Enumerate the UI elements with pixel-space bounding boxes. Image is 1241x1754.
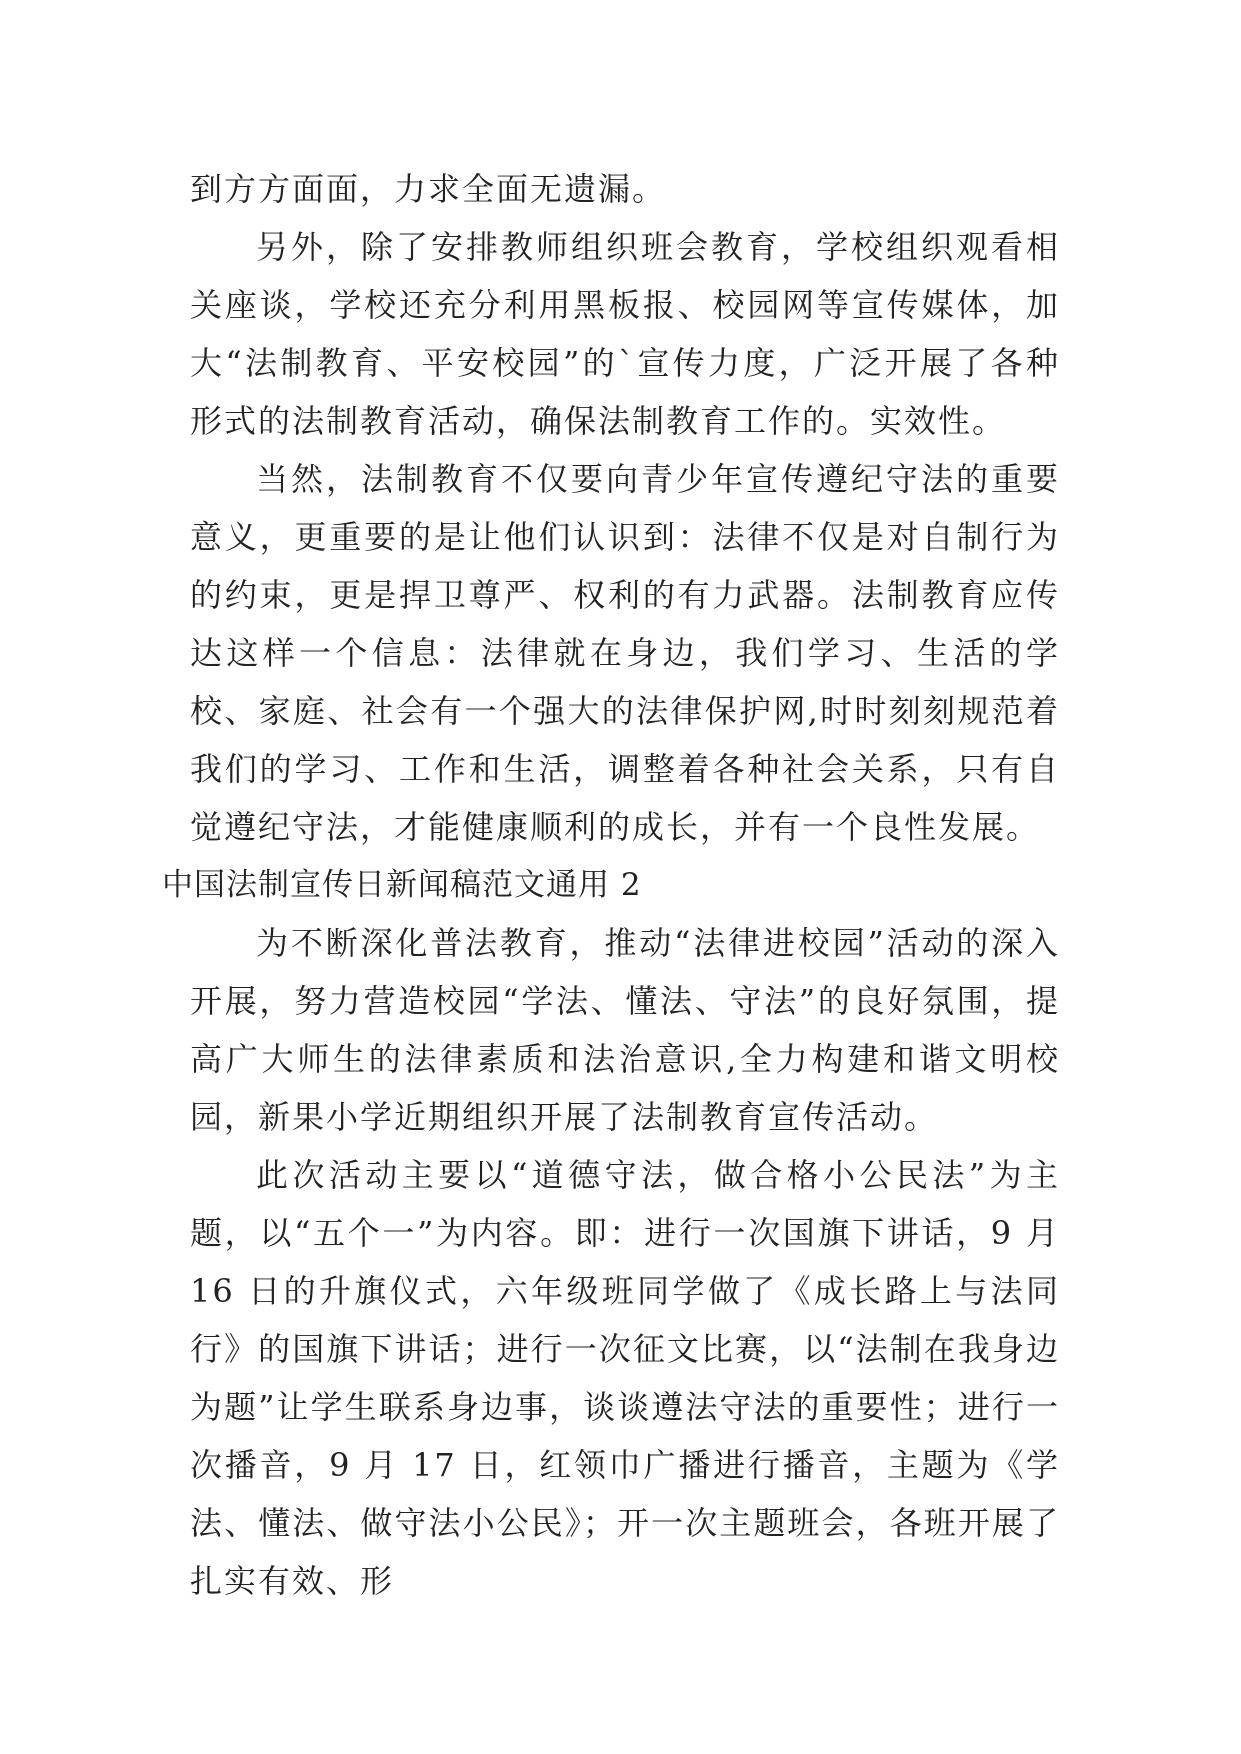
paragraph-intro: 为不断深化普法教育，推动“法律进校园”活动的深入开展，努力营造校园“学法、懂法、守法”的良好氛围，提高广大师生的法律素质和法治意识,全力构建和谐文明校园，新果小学近期组织开展了法制教育宣传活动。 [190,924,1060,1136]
section-heading: 中国法制宣传日新闻稿范文通用 2 [162,867,642,903]
paragraph-activities: 此次活动主要以“道德守法，做合格小公民法”为主题，以“五个一”为内容。即：进行一次国旗下讲话，9 月 16 日的升旗仪式，六年级班同学做了《成长路上与法同行》的国旗下讲话；进行一次征文比赛，以“法制在我身边为题”让学生联系身边事，谈谈遵法守法的重要性；进行一次播音，9 月 17 日，红领巾广播进行播音，主题为《学法、懂法、做守法小公民》；开一次主题班会，各班开展了扎实有效、形 [190,1156,1060,1600]
paragraph-significance: 当然，法制教育不仅要向青少年宣传遵纪守法的重要意义，更重要的是让他们认识到：法律不仅是对自制行为的约束，更是捍卫尊严、权利的有力武器。法制教育应传达这样一个信息：法律就在身边，我们学习、生活的学校、家庭、社会有一个强大的法律保护网,时时刻刻规范着我们的学习、工作和生活，调整着各种社会关系，只有自觉遵纪守法，才能健康顺利的成长，并有一个良性发展。 [190,460,1060,846]
paragraph-publicity: 另外，除了安排教师组织班会教育，学校组织观看相关座谈，学校还充分利用黑板报、校园网等宣传媒体，加大“法制教育、平安校园”的`宣传力度，广泛开展了各种形式的法制教育活动，确保法制教育工作的。实效性。 [190,228,1060,440]
paragraph-continued: 到方方面面，力求全面无遗漏。 [190,170,667,208]
document-body [162,160,1060,1610]
